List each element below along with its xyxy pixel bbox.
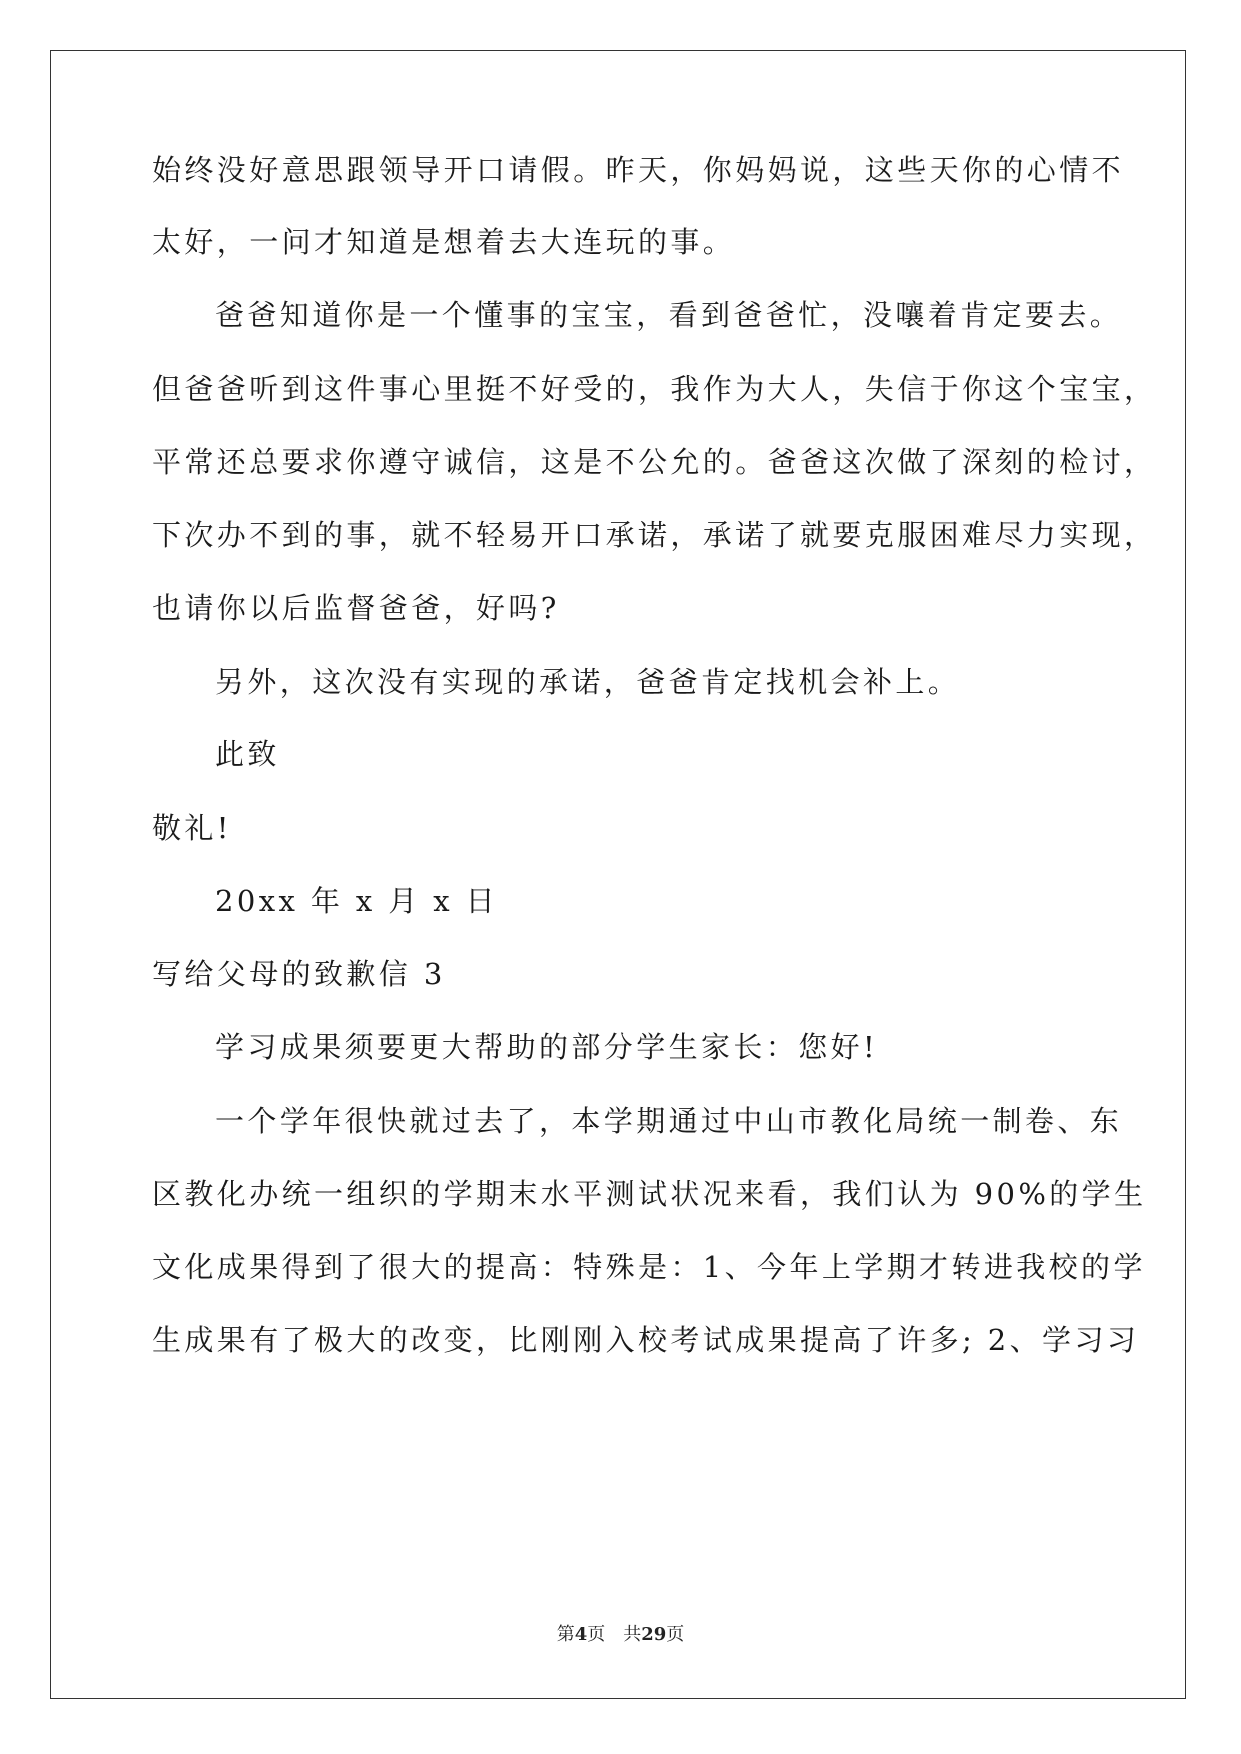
letter-greeting: 学习成果须要更大帮助的部分学生家长：您好! <box>215 1030 879 1064</box>
paragraph-start: 一个学年很快就过去了，本学期通过中山市教化局统一制卷、东 <box>215 1104 1123 1138</box>
text-line: 但爸爸听到这件事心里挺不好受的，我作为大人，失信于你这个宝宝， <box>152 372 1157 406</box>
closing-salutation: 此致 <box>215 737 280 771</box>
paragraph-start: 爸爸知道你是一个懂事的宝宝，看到爸爸忙，没嚷着肯定要去。 <box>215 298 1123 332</box>
text-line: 平常还总要求你遵守诚信，这是不公允的。爸爸这次做了深刻的检讨， <box>152 445 1157 479</box>
letter-date: 20xx 年 x 月 x 日 <box>215 884 499 918</box>
page-footer <box>0 1624 1241 1646</box>
text-line: 生成果有了极大的改变，比刚刚入校考试成果提高了许多; 2、学习习 <box>152 1323 1140 1357</box>
closing-respect: 敬礼! <box>152 811 232 845</box>
text-line: 始终没好意思跟领导开口请假。昨天，你妈妈说，这些天你的心情不 <box>152 153 1125 187</box>
paragraph-start: 另外，这次没有实现的承诺，爸爸肯定找机会补上。 <box>215 665 961 699</box>
total-pages: 29 <box>641 1624 667 1645</box>
page-prefix: 第 <box>556 1624 575 1645</box>
page-suffix: 页 <box>587 1624 606 1645</box>
total-prefix: 共 <box>623 1624 642 1645</box>
section-title: 写给父母的致歉信 3 <box>152 957 446 991</box>
text-line: 也请你以后监督爸爸，好吗? <box>152 591 560 625</box>
text-line: 区教化办统一组织的学期末水平测试状况来看，我们认为 90%的学生 <box>152 1177 1147 1211</box>
page-number: 4 <box>574 1624 588 1645</box>
text-line: 下次办不到的事，就不轻易开口承诺，承诺了就要克服困难尽力实现， <box>152 518 1157 552</box>
text-line: 文化成果得到了很大的提高：特殊是：1、今年上学期才转进我校的学 <box>152 1250 1146 1284</box>
text-line: 太好，一问才知道是想着去大连玩的事。 <box>152 225 736 259</box>
total-suffix: 页 <box>666 1624 685 1645</box>
